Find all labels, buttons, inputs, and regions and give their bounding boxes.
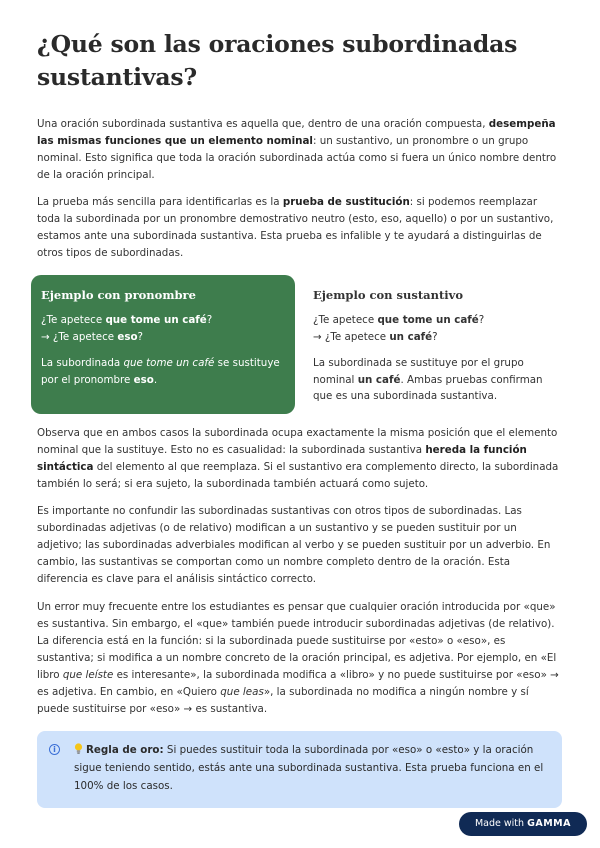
text-span: . Ambas pruebas confirman que es una subordinada sustantiva. [313,373,543,402]
substitution-test-paragraph [37,194,563,262]
pronoun-example-card [31,275,295,414]
bold-span: hereda la función sintáctica [37,444,527,473]
italic-span: que tome un café [123,357,215,369]
lightbulb-icon [74,743,83,754]
example-sentence [313,312,557,329]
text-span: . [153,373,158,386]
text-span: ? [432,330,438,343]
card-title: Ejemplo con sustantivo [313,288,463,302]
substituted-sentence [313,329,557,346]
bold-span: un café [389,330,433,343]
callout-text [74,741,552,795]
card-explanation [41,355,285,388]
bold-span: desempeña las mismas funciones que un elemento nominal [37,118,556,147]
comparison-paragraph: Es importante no confundir las subordinadas sustantivas con otros tipos de subordinadas. Las subordinadas adjetivas (o de relativo) modifican a un sustantivo y se pueden sustituir por un adjetivo; las subordinadas adverbiales modifican al verbo y se pueden sustituir por un adverbio. En cambio, las sustantivas se comportan como un nombre completo dentro de la oración. Esta diferencia es clave para el análisis sintáctico correcto. [37,505,551,585]
text-span: La prueba más sencilla para identificarlas es la [37,196,283,208]
text-span: se sustituye por el pronombre [41,357,280,386]
callout-bold-label: Regla de oro: [86,744,164,756]
position-paragraph [37,425,563,493]
example-sentence [41,312,285,329]
bold-span: un café [357,373,401,386]
text-span: Una oración subordinada sustantiva es aquella que, dentro de una oración compuesta, [37,118,489,130]
page-title: ¿Qué son las oraciones subordinadas sustantivas? [37,30,518,91]
card-title: Ejemplo con pronombre [41,288,196,302]
badge-prefix: Made with [474,818,528,829]
italic-span: que leíste [62,669,114,681]
text-span: Un error muy frecuente entre los estudiantes es pensar que cualquier oración introducida por «que» es sustantiva. Sin embargo, el «que» también puede introducir subordinadas adjetivas (de relativo). La diferencia está en la función: si la subordinada puede sustituirse por «esto» o «eso», es sustantiva; si modifica a un nombre concreto de la oración principal, es adjetiva. Por ejemplo, en «El libro [37,601,557,681]
bold-span: eso [133,373,154,386]
text-span: : si podemos reemplazar toda la subordinada por un pronombre demostrativo neutro (esto, eso, aquello) o por un sustantivo, estamos ante una subordinada sustantiva. Esta prueba es infalible y te ayudará a distinguirlas de otros tipos de subordinadas. [37,196,554,259]
card-explanation [313,355,557,405]
text-span: ? [478,314,485,326]
text-span: ¿Te apetece [313,314,378,326]
gamma-logo-text: GAMMA [527,818,571,829]
text-span: → ¿Te apetece [313,330,390,343]
bold-span: eso [117,330,138,343]
substituted-sentence [41,329,285,346]
text-span: Observa que en ambos casos la subordinada ocupa exactamente la misma posición que el elemento nominal que la sustituye. Esto no es casualidad: la subordinada sustantiva [37,427,558,456]
text-span: → ¿Te apetece [41,330,118,343]
text-span: es interesante», la subordinada modifica a «libro» y no puede sustituirse por «eso» → es adjetiva. En cambio, en «Quiero [37,669,559,698]
italic-span: que leas [220,686,264,698]
text-span: del elemento al que reemplaza. Si el sustantivo era complemento directo, la subordinada también lo será; si era sujeto, la subordinada también actuará como sujeto. [37,461,559,490]
made-with-gamma-badge[interactable] [459,812,587,836]
text-span: : un sustantivo, un pronombre o un grupo nominal. Esto significa que toda la oración subordinada actúa como si fuera un único nombre dentro de la oración principal. [37,135,557,181]
info-icon: i [49,744,60,755]
text-span: ? [206,314,213,326]
callout-body: Si puedes sustituir toda la subordinada por «eso» o «esto» y la oración sigue teniendo sentido, estás ante una subordinada sustantiva. Esta prueba funciona en el 100% de los casos. [74,744,544,792]
bold-span: que tome un café [105,314,207,326]
golden-rule-callout [37,731,562,808]
text-span: ? [137,330,143,343]
bold-span: prueba de sustitución [282,196,410,208]
text-span: La subordinada [41,357,124,369]
text-span: ¿Te apetece [41,314,106,326]
common-error-paragraph [37,599,563,718]
noun-example-card [303,275,567,414]
text-span: La subordinada se sustituye por el grupo nominal [313,357,524,386]
bold-span: que tome un café [377,314,479,326]
text-span: », la subordinada no modifica a ningún nombre y sí puede sustituirse por «eso» → es sustantiva. [37,686,529,715]
intro-paragraph [37,116,563,184]
